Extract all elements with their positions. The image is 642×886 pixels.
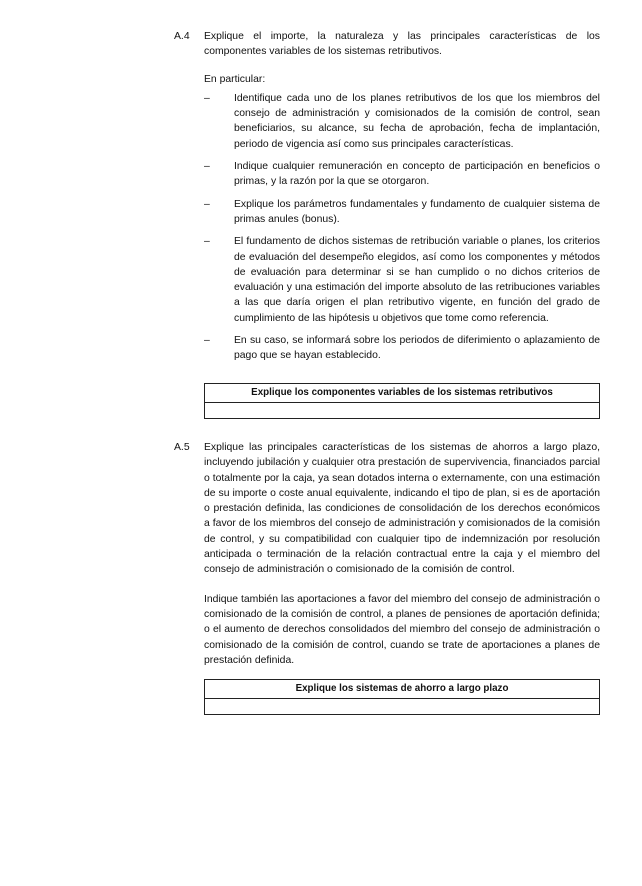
section-number: A.4 [174, 31, 190, 42]
dash-mark: – [204, 198, 210, 210]
list-item [204, 234, 600, 326]
answer-box-long-term-savings [204, 679, 600, 715]
answer-box-variable-components [204, 383, 600, 419]
list-item [204, 333, 600, 364]
dash-mark: – [204, 161, 210, 173]
section-body [204, 440, 600, 715]
list-item [204, 91, 600, 152]
answer-box-field[interactable] [205, 699, 599, 714]
dash-mark: – [204, 335, 210, 347]
list-item-text: Indique cualquier remuneración en concepto de participación en beneficios o primas, y la razón por la que se otorgaron. [234, 161, 600, 188]
section-paragraph: Explique las principales características de los sistemas de ahorros a largo plazo, incluyendo jubilación y cualquier otra prestación de supervivencia, financiados parcial o totalmente por la caja, ya sean dotados interna o externamente, con una estimación de su importe o coste anual equivalente, indicando el tipo de plan, si es de aportación o prestación definida, las condiciones de consolidación de los derechos económicos a favor de los miembros del consejo de administración y comisionados de la comisión de control, y su compatibilidad con cualquier tipo de indemnización por resolución anticipada o terminación de la relación contractual entre la caja y el miembro del consejo de administración o comisionado de la comisión de control. [204, 442, 600, 576]
answer-box-title: Explique los sistemas de ahorro a largo plazo [205, 680, 599, 699]
list-item-text: El fundamento de dichos sistemas de retribución variable o planes, los criterios de evaluación del desempeño elegidos, así como los componentes y métodos de evaluación para determinar si se han cumplido o no dichos criterios de evaluación y una estimación del importe absoluto de las retribuciones variables a las que daría origen el plan retributivo vigente, en función del grado de cumplimiento de las hipótesis u objetivos que tome como referencia. [234, 236, 600, 324]
answer-box-title: Explique los componentes variables de los sistemas retributivos [205, 384, 599, 403]
dash-mark: – [204, 92, 210, 104]
section-a4 [174, 29, 600, 419]
section-lead: Explique el importe, la naturaleza y las principales características de los componentes variables de los sistemas retributivos. [204, 31, 600, 58]
list-item-text: En su caso, se informará sobre los periodos de diferimiento o aplazamiento de pago que se hayan establecido. [234, 335, 600, 362]
section-number: A.5 [174, 442, 190, 453]
dash-mark: – [204, 236, 210, 248]
section-paragraph: Indique también las aportaciones a favor del miembro del consejo de administración o comisionado de la comisión de control, a planes de pensiones de aportación definida; o el aumento de derechos consolidados del miembro del consejo de administración o comisionado de la comisión de control, cuando se trate de aportaciones a planes de prestación definida. [204, 593, 600, 666]
list-item-text: Explique los parámetros fundamentales y fundamento de cualquier sistema de primas anules (bonus). [234, 198, 600, 225]
list-item [204, 159, 600, 190]
list-item [204, 197, 600, 228]
section-a5 [174, 440, 600, 715]
dash-list [204, 91, 600, 364]
list-item-text: Identifique cada uno de los planes retributivos de los que los miembros del consejo de administración y comisionados de la comisión de control, sean beneficiarios, su alcance, su fecha de aprobación, fecha de implantación, periodo de vigencia así como sus principales características. [234, 92, 600, 150]
answer-box-field[interactable] [205, 403, 599, 418]
section-body [204, 29, 600, 419]
section-intro: En particular: [204, 73, 266, 85]
